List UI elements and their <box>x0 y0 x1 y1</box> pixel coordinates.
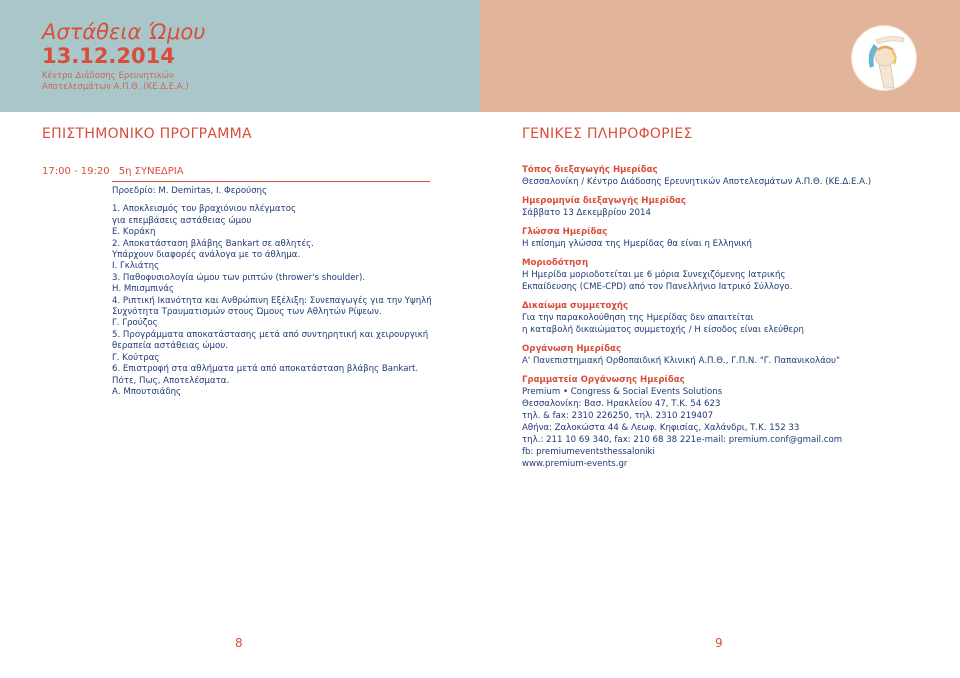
info-label: Γλώσσα Ημερίδας <box>522 227 608 237</box>
talk-title: 3. Παθοφυσιολογία ώμου των ριπτών (thrower's shoulder). <box>112 272 366 283</box>
session-header <box>42 166 184 177</box>
speaker-name: Ι. Γκλιάτης <box>112 261 160 272</box>
info-block-registration <box>522 300 942 336</box>
venue-line: Κέντρο Διάδοσης Ερευνητικών <box>42 71 174 81</box>
talk-title: 2. Αποκατάσταση βλάβης Bankart σε αθλητές. <box>112 238 314 249</box>
session-divider <box>112 181 430 182</box>
speaker-name: Α. Μπουτσιάδης <box>112 386 182 397</box>
talk-title: 6. Επιστροφή στα αθλήματα μετά από αποκατάσταση βλάβης Bankart. <box>112 364 419 375</box>
speaker-name: Γ. Κούτρας <box>112 352 160 363</box>
shoulder-joint-icon <box>852 26 918 92</box>
event-title: Αστάθεια Ώμου <box>42 20 206 44</box>
info-value: Θεσσαλονίκη / Κέντρο Διάδοσης Ερευνητικών Αποτελεσμάτων Α.Π.Θ. (ΚΕ.Δ.Ε.Α.) <box>522 177 872 187</box>
info-value: Η επίσημη γλώσσα της Ημερίδας θα είναι η Ελληνική <box>522 239 752 249</box>
info-value: Εκπαίδευσης (CME-CPD) από τον Πανελλήνιο Ιατρικό Σύλλογο. <box>522 282 793 292</box>
info-label: Οργάνωση Ημερίδας <box>522 344 622 354</box>
page-number-right: 9 <box>715 636 723 650</box>
info-block-credits <box>522 257 942 293</box>
talk-title: θεραπεία αστάθειας ώμου. <box>112 341 228 352</box>
talk-title: Πότε, Πως, Αποτελέσματα. <box>112 375 230 386</box>
general-info-heading: ΓΕΝΙΚΕΣ ΠΛΗΡΟΦΟΡΙΕΣ <box>522 126 693 142</box>
session-name: 5η ΣΥΝΕΔΡΙΑ <box>118 166 184 177</box>
talk-title: 4. Ριπτική Ικανότητα και Ανθρώπινη Εξέλιξη: Συνεπαγωγές για την Υψηλή <box>112 295 432 306</box>
event-date: 13.12.2014 <box>42 44 175 68</box>
info-value: Αθήνα: Ζαλοκώστα 44 & Λεωφ. Κηφισίας, Χαλάνδρι, Τ.Κ. 152 33 <box>522 423 800 433</box>
talk-title: Υπάρχουν διαφορές ανάλογα με το άθλημα. <box>112 250 301 261</box>
info-value: Θεσσαλονίκη: Βασ. Ηρακλείου 47, Τ.Κ. 54 623 <box>522 399 721 409</box>
info-label: Γραμματεία Οργάνωσης Ημερίδας <box>522 375 685 385</box>
general-info-list <box>522 164 942 477</box>
info-value: η καταβολή δικαιώματος συμμετοχής / Η είσοδος είναι ελεύθερη <box>522 325 804 335</box>
info-label: Δικαίωμα συμμετοχής <box>522 301 629 311</box>
talk-title: 5. Προγράμματα αποκατάστασης μετά από συντηρητική και χειρουργική <box>112 329 429 340</box>
venue-line: Αποτελεσμάτων Α.Π.Θ. (ΚΕ.Δ.Ε.Α.) <box>42 82 189 92</box>
info-value: www.premium-events.gr <box>522 459 628 469</box>
info-value: τηλ.: 211 10 69 340, fax: 210 68 38 221e-mail: premium.conf@gmail.com <box>522 435 843 445</box>
info-value: fb: premiumeventsthessaloniki <box>522 447 655 457</box>
speaker-name: Γ. Γρούζος <box>112 318 158 329</box>
speaker-name: Η. Μπισμπινάς <box>112 284 174 295</box>
info-block-language <box>522 226 942 250</box>
talk-title: 1. Αποκλεισμός του βραχιόνιου πλέγματος <box>112 204 297 215</box>
info-label: Ημερομηνία διεξαγωγής Ημερίδας <box>522 196 686 206</box>
session-chairs: Προεδρίο: M. Demirtas, Ι. Φερούσης <box>112 186 268 196</box>
info-value: Η Ημερίδα μοριοδοτείται με 6 μόρια Συνεχιζόμενης Ιατρικής <box>522 270 786 280</box>
info-block-venue <box>522 164 942 188</box>
speaker-name: Ε. Κοράκη <box>112 227 156 238</box>
info-value: Σάββατο 13 Δεκεμβρίου 2014 <box>522 208 651 218</box>
info-label: Μοριοδότηση <box>522 258 589 268</box>
info-block-date <box>522 195 942 219</box>
talk-title: για επεμβάσεις αστάθειας ώμου <box>112 215 252 226</box>
info-value: Α' Πανεπιστημιακή Ορθοπαιδική Κλινική Α.Π.Θ., Γ.Π.Ν. "Γ. Παπανικολάου" <box>522 356 840 366</box>
info-label: Τόπος διεξαγωγής Ημερίδας <box>522 165 658 175</box>
info-value: Για την παρακολούθηση της Ημερίδας δεν απαιτείται <box>522 313 754 323</box>
info-block-organizer <box>522 343 942 367</box>
info-block-secretariat <box>522 374 942 470</box>
talk-title: Συχνότητα Τραυματισμών στους Ώμους των Αθλητών Ρίψεων. <box>112 307 382 318</box>
session-time: 17:00 - 19:20 <box>42 166 110 177</box>
program-list <box>112 186 452 398</box>
page-number-left: 8 <box>235 636 243 650</box>
event-venue <box>42 71 242 93</box>
logo <box>851 25 917 91</box>
info-value: τηλ. & fax: 2310 226250, τηλ. 2310 219407 <box>522 411 714 421</box>
info-value: Premium • Congress & Social Events Solutions <box>522 387 723 397</box>
program-heading: ΕΠΙΣΤΗΜΟΝΙΚΟ ΠΡΟΓΡΑΜΜΑ <box>42 126 252 142</box>
